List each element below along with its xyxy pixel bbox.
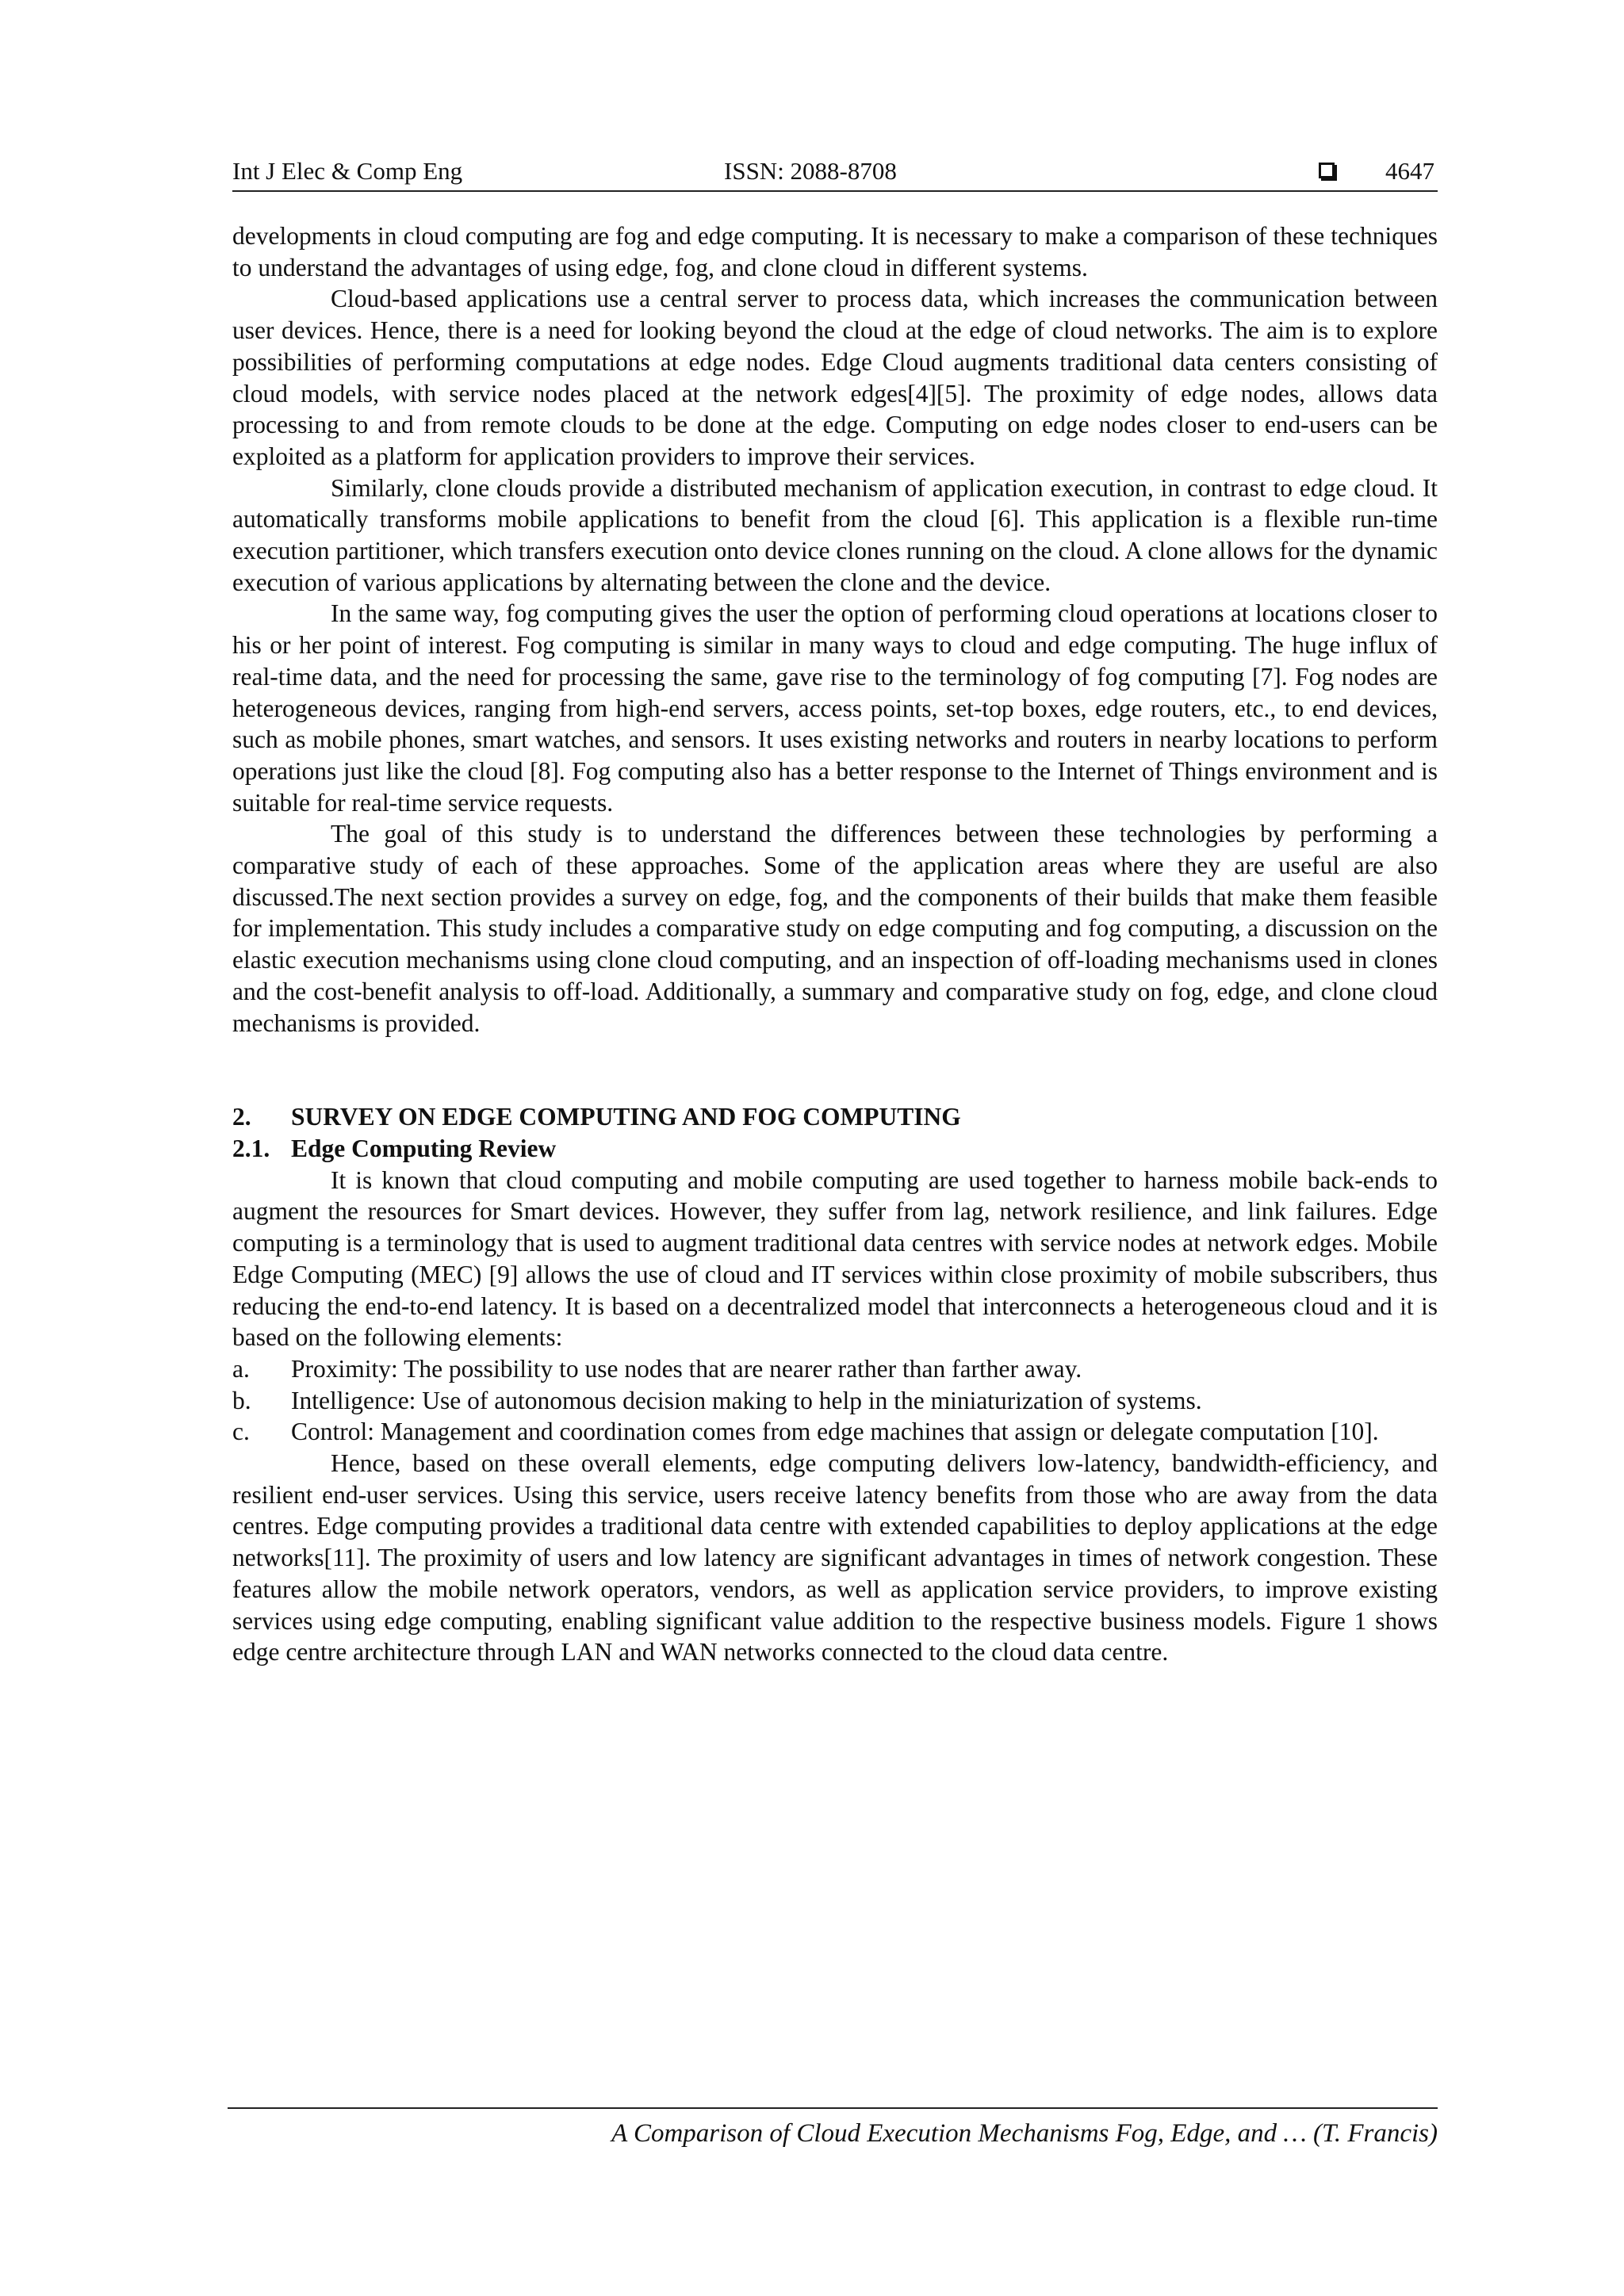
paragraph: It is known that cloud computing and mobile computing are used together to harness mobile back-ends to augment the resources for Smart devices. However, they suffer from lag, network resilience, and link failures. Edge computing is a terminology that is used to augment traditional data centres with service nodes at network edges. Mobile Edge Computing (MEC) [9] allows the use of cloud and IT services within close proximity of mobile subscribers, thus reducing the end-to-end latency. It is based on a decentralized model that interconnects a heterogeneous cloud and it is based on the following elements: — [232, 1165, 1438, 1352]
page — [232, 0, 1438, 2296]
footer-title: A Comparison of Cloud Execution Mechanisms Fog, Edge, and … (T. Francis) — [611, 2119, 1438, 2148]
list-item-text: Control: Management and coordination comes from edge machines that assign or delegate computation [10]. — [291, 1418, 1379, 1446]
subsection-heading — [232, 1133, 1438, 1165]
section-title: SURVEY ON EDGE COMPUTING AND FOG COMPUTING — [291, 1103, 961, 1131]
journal-name: Int J Elec & Comp Eng — [232, 157, 463, 185]
list-item — [232, 1353, 1438, 1385]
paragraph: Hence, based on these overall elements, edge computing delivers low-latency, bandwidth-efficiency, and resilient end-user services. Using this service, users receive latency benefits from those who are away from the data centres. Edge computing provides a traditional data centre with extended capabilities to deploy applications at the edge networks[11]. The proximity of users and low latency are significant advantages in times of network congestion. These features allow the mobile network operators, vendors, as well as application service providers, to improve existing services using edge computing, enabling significant value addition to the respective business models. Figure 1 shows edge centre architecture through LAN and WAN networks connected to the cloud data centre. — [232, 1449, 1438, 1667]
list-marker: c. — [232, 1418, 250, 1446]
body-text — [232, 220, 1438, 1668]
paragraph: developments in cloud computing are fog and edge computing. It is necessary to make a comparison of these techniques to understand the advantages of using edge, fog, and clone cloud in different systems. — [232, 222, 1438, 281]
element-list — [232, 1353, 1438, 1448]
section-spacer — [232, 1039, 1438, 1101]
list-item-text: Intelligence: Use of autonomous decision making to help in the miniaturization of systems. — [291, 1386, 1202, 1414]
section-heading — [232, 1101, 1438, 1133]
section-number: 2. — [232, 1103, 251, 1131]
subsection-title: Edge Computing Review — [291, 1134, 557, 1162]
issn-label: ISSN: 2088-8708 — [724, 157, 897, 185]
paragraph: In the same way, fog computing gives the user the option of performing cloud operations at locations closer to his or her point of interest. Fog computing is similar in many ways to cloud and edge computing. The huge influx of real-time data, and the need for processing the same, gave rise to the terminology of fog computing [7]. Fog nodes are heterogeneous devices, ranging from high-end servers, access points, set-top boxes, edge routers, etc., to end devices, such as mobile phones, smart watches, and sensors. It uses existing networks and routers in nearby locations to perform operations just like the cloud [8]. Fog computing also has a better response to the Internet of Things environment and is suitable for real-time service requests. — [232, 599, 1438, 817]
list-marker: a. — [232, 1354, 250, 1383]
square-bullet-icon — [1319, 163, 1335, 178]
subsection-number: 2.1. — [232, 1134, 270, 1162]
running-footer — [228, 2107, 1438, 2150]
paragraph: The goal of this study is to understand the differences between these technologies by performing a comparative study of each of these approaches. Some of the application areas where they are useful are also discussed.The next section provides a survey on edge, fog, and the components of their builds that make them feasible for implementation. This study includes a comparative study on edge computing and fog computing, a discussion on the elastic execution mechanisms using clone cloud computing, and an inspection of off-loading mechanisms used in clones and the cost-benefit analysis to off-load. Additionally, a summary and comparative study on fog, edge, and clone cloud mechanisms is provided. — [232, 820, 1438, 1037]
paragraph: Similarly, clone clouds provide a distributed mechanism of application execution, in contrast to edge cloud. It automatically transforms mobile applications to benefit from the cloud [6]. This application is a flexible run-time execution partitioner, which transfers execution onto device clones running on the cloud. A clone allows for the dynamic execution of various applications by alternating between the clone and the device. — [232, 473, 1438, 596]
paragraph: Cloud-based applications use a central server to process data, which increases the communication between user devices. Hence, there is a need for looking beyond the cloud at the edge of cloud networks. The aim is to explore possibilities of performing computations at edge nodes. Edge Cloud augments traditional data centers consisting of cloud models, with service nodes placed at the network edges[4][5]. The proximity of edge nodes, allows data processing to and from remote clouds to be done at the edge. Computing on edge nodes closer to end-users can be exploited as a platform for application providers to improve their services. — [232, 285, 1438, 470]
running-header — [232, 155, 1438, 192]
page-number: 4647 — [1385, 157, 1434, 185]
list-marker: b. — [232, 1386, 251, 1414]
list-item-text: Proximity: The possibility to use nodes that are nearer rather than farther away. — [291, 1354, 1082, 1383]
list-item — [232, 1416, 1438, 1448]
list-item — [232, 1385, 1438, 1417]
